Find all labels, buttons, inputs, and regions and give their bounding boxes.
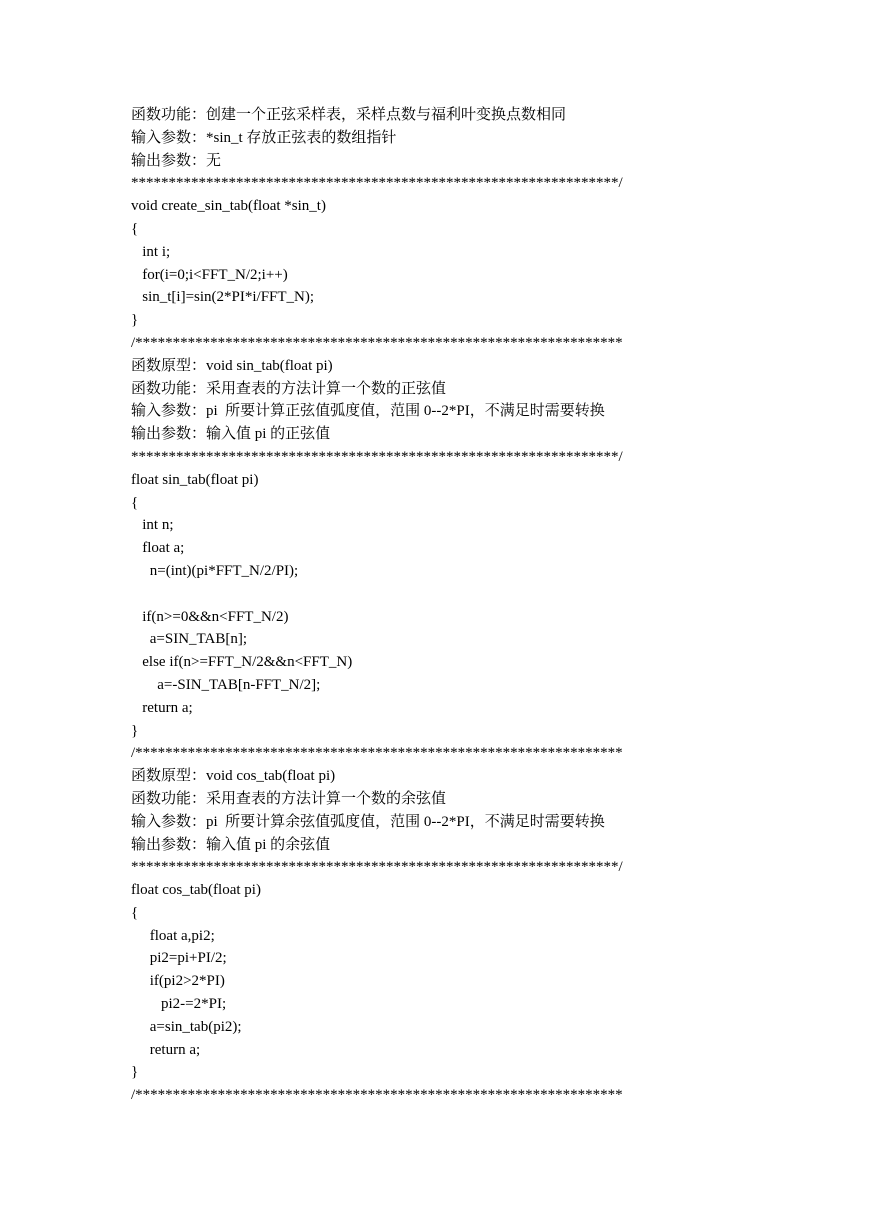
text-line: else if(n>=FFT_N/2&&n<FFT_N) bbox=[131, 654, 353, 671]
text-line: pi2=pi+PI/2; bbox=[131, 950, 227, 967]
text-line: /***************************************************************** bbox=[131, 1087, 623, 1104]
text-line: 函数原型：void cos_tab(float pi) bbox=[131, 768, 336, 785]
text-line: float a; bbox=[131, 540, 185, 557]
text-line: int i; bbox=[131, 243, 171, 260]
text-line: 输出参数：输入值 pi 的正弦值 bbox=[131, 426, 331, 443]
text-line: float cos_tab(float pi) bbox=[131, 882, 261, 899]
text-line: } bbox=[131, 1064, 139, 1081]
text-line bbox=[131, 583, 831, 606]
text-line: for(i=0;i<FFT_N/2;i++) bbox=[131, 266, 288, 283]
text-line: { bbox=[131, 220, 139, 237]
text-line: 输出参数：无 bbox=[131, 152, 222, 169]
text-line: 输入参数：pi 所要计算余弦值弧度值，范围 0--2*PI，不满足时需要转换 bbox=[131, 813, 605, 830]
text-line: a=sin_tab(pi2); bbox=[131, 1018, 242, 1035]
text-line: { bbox=[131, 494, 139, 511]
text-line: *****************************************************************/ bbox=[131, 448, 623, 465]
text-line: a=SIN_TAB[n]; bbox=[131, 631, 247, 648]
text-line: sin_t[i]=sin(2*PI*i/FFT_N); bbox=[131, 289, 315, 306]
text-line: *****************************************************************/ bbox=[131, 175, 623, 192]
text-line: if(pi2>2*PI) bbox=[131, 973, 225, 990]
text-line: 输入参数：pi 所要计算正弦值弧度值，范围 0--2*PI，不满足时需要转换 bbox=[131, 403, 605, 420]
text-line: } bbox=[131, 312, 139, 329]
text-line: return a; bbox=[131, 699, 193, 716]
text-line: 输出参数：输入值 pi 的余弦值 bbox=[131, 836, 331, 853]
text-line: float a,pi2; bbox=[131, 927, 215, 944]
text-line: /***************************************************************** bbox=[131, 334, 623, 351]
text-line: void create_sin_tab(float *sin_t) bbox=[131, 198, 326, 215]
text-line: 函数功能：采用查表的方法计算一个数的正弦值 bbox=[131, 380, 447, 397]
text-line: 函数原型：void sin_tab(float pi) bbox=[131, 357, 333, 374]
text-line: 函数功能：创建一个正弦采样表，采样点数与福利叶变换点数相同 bbox=[131, 107, 567, 123]
text-line: a=-SIN_TAB[n-FFT_N/2]; bbox=[131, 676, 321, 693]
text-line: if(n>=0&&n<FFT_N/2) bbox=[131, 608, 289, 625]
text-line: n=(int)(pi*FFT_N/2/PI); bbox=[131, 562, 299, 579]
text-line: int n; bbox=[131, 517, 174, 534]
text-line: { bbox=[131, 904, 139, 921]
text-line: /***************************************************************** bbox=[131, 745, 623, 762]
text-line: 输入参数：*sin_t 存放正弦表的数组指针 bbox=[131, 129, 397, 146]
text-line: } bbox=[131, 722, 139, 739]
text-line: 函数功能：采用查表的方法计算一个数的余弦值 bbox=[131, 790, 447, 807]
text-line: pi2-=2*PI; bbox=[131, 996, 227, 1013]
document-page bbox=[131, 104, 831, 1107]
text-line: *****************************************************************/ bbox=[131, 859, 623, 876]
text-line: return a; bbox=[131, 1041, 201, 1058]
text-line: float sin_tab(float pi) bbox=[131, 471, 259, 488]
